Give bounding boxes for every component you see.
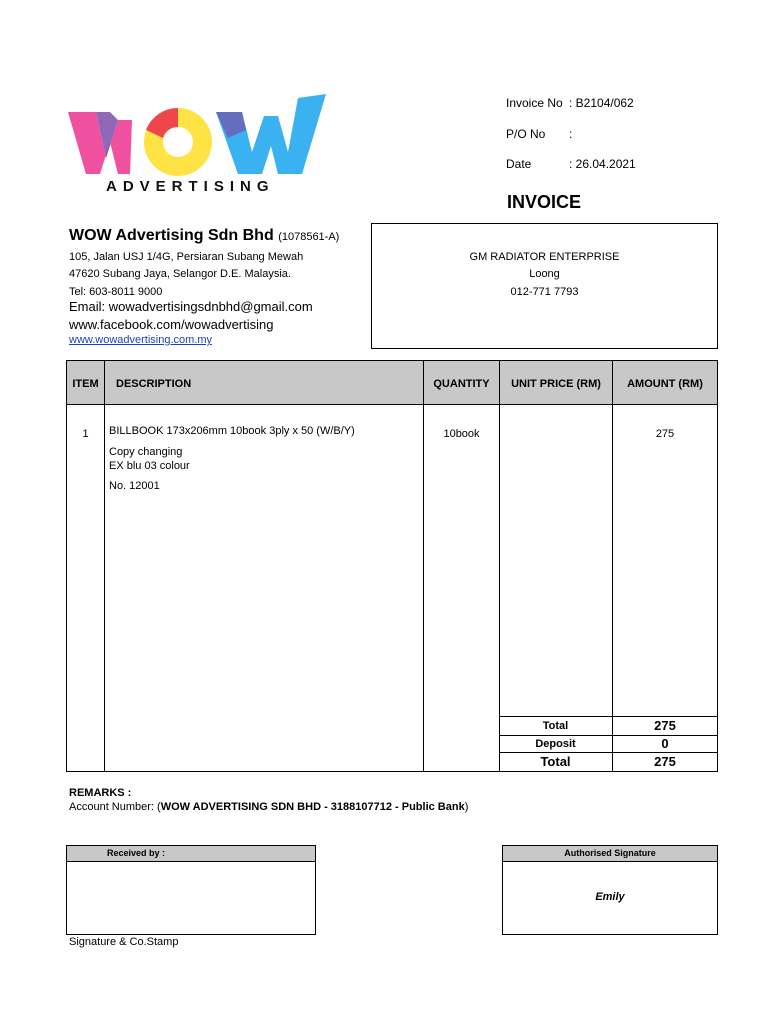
- row-1-desc-line-3: EX blu 03 colour: [109, 460, 190, 472]
- account-suffix: ): [464, 801, 469, 813]
- received-by-label: Received by :: [107, 848, 166, 858]
- col-header-item: ITEM: [72, 378, 99, 390]
- authorised-signer-name: Emily: [595, 891, 625, 903]
- remarks-heading: REMARKS :: [69, 787, 132, 799]
- items-table: [66, 360, 718, 772]
- col-header-quantity: QUANTITY: [433, 378, 490, 390]
- invoice-no-value: : B2104/062: [569, 96, 634, 110]
- company-facebook: www.facebook.com/wowadvertising: [69, 317, 274, 332]
- total-value: 275: [654, 754, 676, 769]
- col-header-description: DESCRIPTION: [116, 378, 192, 390]
- row-1-amount: 275: [655, 428, 675, 440]
- authorised-signature-label: Authorised Signature: [564, 848, 656, 858]
- company-address-1: 105, Jalan USJ 1/4G, Persiaran Subang Mewah: [69, 251, 304, 263]
- company-website-link[interactable]: www.wowadvertising.com.my: [69, 334, 213, 346]
- received-by-box: [66, 845, 316, 935]
- row-1-item: 1: [82, 428, 89, 440]
- row-1-desc-line-4: No. 12001: [109, 480, 160, 492]
- customer-name: GM RADIATOR ENTERPRISE: [469, 251, 620, 263]
- company-email: Email: wowadvertisingsdnbhd@gmail.com: [69, 299, 313, 314]
- document-title: INVOICE: [507, 192, 582, 212]
- account-details: WOW ADVERTISING SDN BHD - 3188107712 - Public Bank: [160, 801, 465, 813]
- subtotal-label: Total: [542, 720, 569, 732]
- signature-stamp-caption: Signature & Co.Stamp: [69, 936, 179, 948]
- company-header: [69, 227, 339, 245]
- account-prefix: Account Number: (: [69, 801, 161, 813]
- po-value: :: [569, 127, 573, 141]
- deposit-value: 0: [661, 736, 669, 751]
- col-header-unit-price: UNIT PRICE (RM): [511, 378, 601, 390]
- customer-phone: 012-771 7793: [510, 286, 579, 298]
- subtotal-value: 275: [654, 718, 676, 733]
- company-name: WOW Advertising Sdn Bhd: [69, 227, 274, 244]
- company-logo: [66, 90, 328, 208]
- authorised-signature-header: [503, 846, 717, 862]
- company-tel: Tel: 603-8011 9000: [69, 286, 163, 298]
- company-reg: (1078561-A): [278, 231, 340, 243]
- col-header-amount: AMOUNT (RM): [627, 378, 703, 390]
- remarks-account: [69, 801, 468, 813]
- invoice-no-label: Invoice No: [506, 96, 563, 110]
- customer-box: [371, 223, 718, 349]
- totals-block: [499, 716, 717, 771]
- date-label: Date: [506, 157, 532, 171]
- po-label: P/O No: [506, 127, 546, 141]
- deposit-label: Deposit: [535, 738, 576, 750]
- company-address-2: 47620 Subang Jaya, Selangor D.E. Malaysia.: [69, 268, 291, 280]
- authorised-signature-box: [502, 845, 718, 935]
- customer-contact: Loong: [529, 268, 560, 280]
- row-1-quantity: 10book: [443, 428, 480, 440]
- row-1-desc-line-1: BILLBOOK 173x206mm 10book 3ply x 50 (W/B/Y): [109, 425, 355, 437]
- total-label: Total: [540, 754, 571, 769]
- logo-tagline: ADVERTISING: [106, 178, 275, 195]
- received-by-header: [67, 846, 315, 862]
- row-1-desc-line-2: Copy changing: [109, 446, 183, 458]
- date-value: : 26.04.2021: [569, 157, 636, 171]
